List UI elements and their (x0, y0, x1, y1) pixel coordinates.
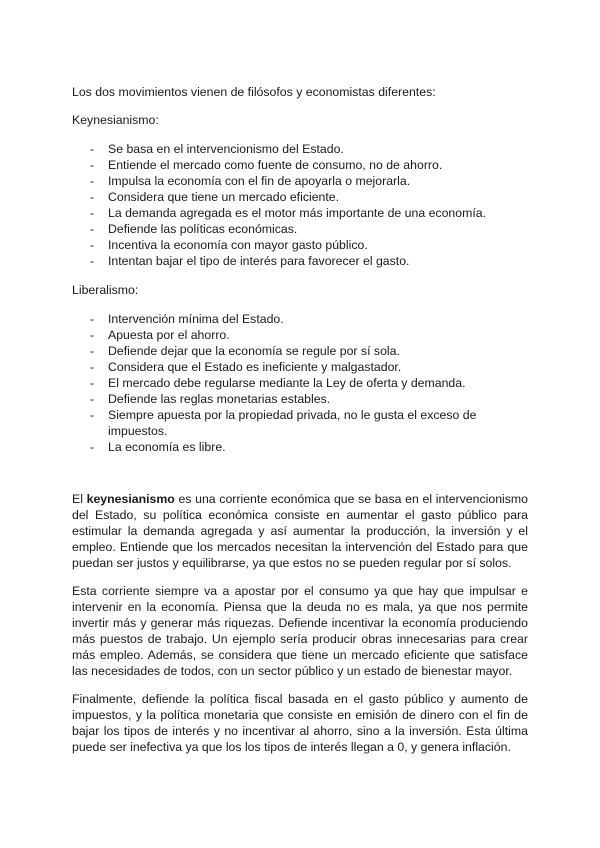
list-item: - Considera que tiene un mercado eficiente. (72, 189, 528, 205)
bold-term: keynesianismo (86, 492, 175, 506)
list-item: - Apuesta por el ahorro. (72, 327, 528, 343)
list-item: - Se basa en el intervencionismo del Estado. (72, 141, 528, 157)
list-item: - La demanda agregada es el motor más importante de una economía. (72, 205, 528, 221)
list-item: - Impulsa la economía con el fin de apoyarla o mejorarla. (72, 173, 528, 189)
list-item: - Siempre apuesta por la propiedad privada, no le gusta el exceso de impuestos. (72, 407, 528, 439)
para-prefix: El (72, 492, 87, 506)
list-item: - Intervención mínima del Estado. (72, 311, 528, 327)
list-item: - Considera que el Estado es ineficiente y malgastador. (72, 359, 528, 375)
spacer (72, 468, 528, 491)
list-item: - La economía es libre. (72, 439, 528, 455)
list-item: - Entiende el mercado como fuente de consumo, no de ahorro. (72, 157, 528, 173)
list-item: - Incentiva la economía con mayor gasto público. (72, 237, 528, 253)
intro-text: Los dos movimientos vienen de filósofos y economistas diferentes: (72, 85, 436, 99)
document-body (72, 84, 528, 767)
keynes-heading: Keynesianismo: (72, 113, 159, 127)
list-item: - Defiende las reglas monetarias estables. (72, 391, 528, 407)
paragraph-keynesianismo (72, 491, 528, 571)
liberal-list (72, 311, 528, 455)
paragraph-consumo: Esta corriente siempre va a apostar por el consumo ya que hay que impulsar e intervenir en la economía. Piensa que la deuda no es mala, ya que nos permite invertir más y generar más riquezas. Defiende incentivar la economía produciendo más puestos de trabajo. Un ejemplo sería producir obras innecesarias para crear más empleo. Además, se considera que tiene un mercado eficiente que satisface las necesidades de todos, con un sector público y un estado de bienestar mayor. (72, 584, 528, 678)
list-item: - Defiende dejar que la economía se regule por sí sola. (72, 343, 528, 359)
liberal-heading: Liberalismo: (72, 283, 139, 297)
list-item: - Intentan bajar el tipo de interés para favorecer el gasto. (72, 253, 528, 269)
para-rest: es una corriente económica que se basa en el intervencionismo del Estado, su política económica consiste en aumentar el gasto público para estimular la demanda agregada y así aumentar la producción, la inversión y el empleo. Entiende que los mercados necesitan la intervención del Estado para que puedan ser justos y equilibrarse, ya que estos no se pueden regular por sí solos. (72, 492, 528, 570)
list-item: - Defiende las políticas económicas. (72, 221, 528, 237)
paragraph-politica: Finalmente, defiende la política fiscal basada en el gasto público y aumento de impuestos, y la política monetaria que consiste en emisión de dinero con el fin de bajar los tipos de interés y no incentivar al ahorro, sino a la inversión. Esta última puede ser inefectiva ya que los los tipos de interés llegan a 0, y genera inflación. (72, 692, 528, 754)
keynes-list (72, 141, 528, 269)
list-item: - El mercado debe regularse mediante la Ley de oferta y demanda. (72, 375, 528, 391)
